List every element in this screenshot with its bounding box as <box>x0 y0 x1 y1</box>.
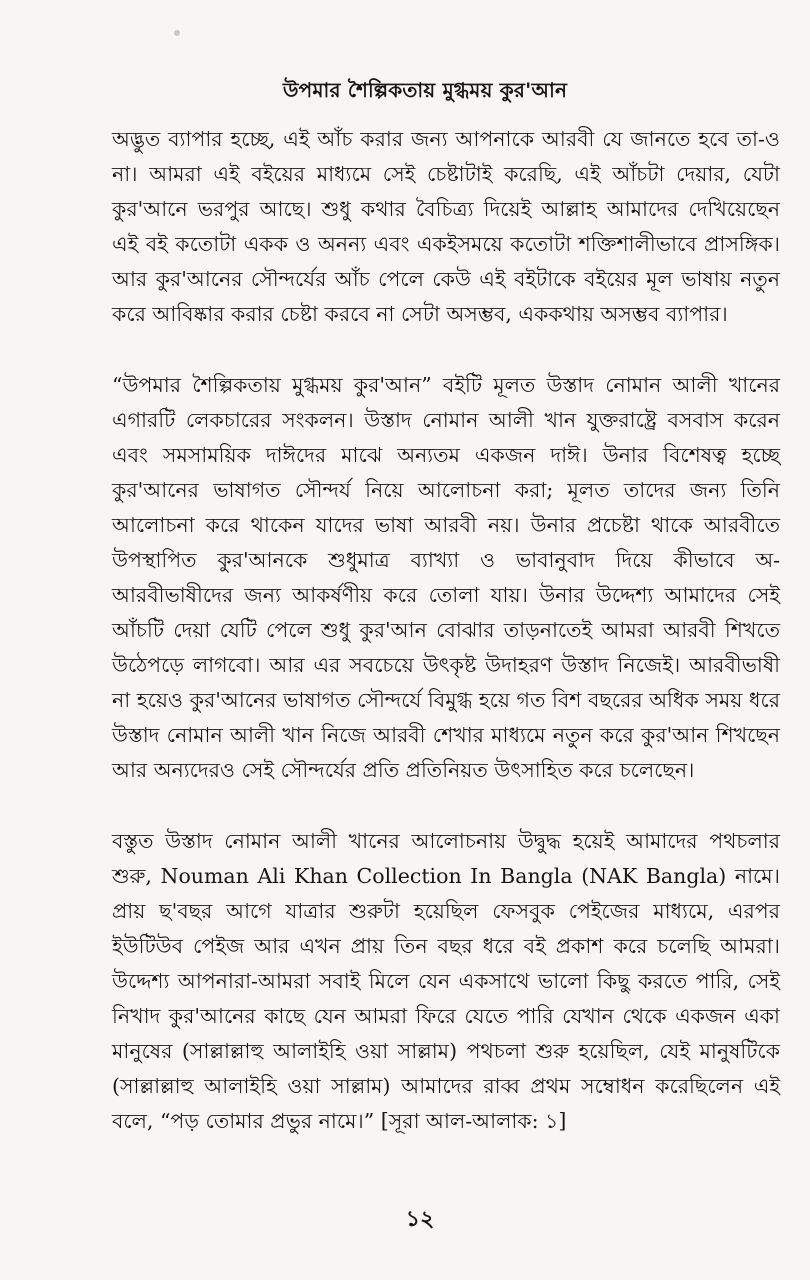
paragraph-2: “উপমার শৈল্পিকতায় মুগ্ধময় কুর'আন” বইটি মূলত উস্তাদ নোমান আলী খানের এগারটি লেকচারের সংকলন। উস্তাদ নোমান আলী খান যুক্তরাষ্ট্রে বসবাস করেন এবং সমসাময়িক দাঈদের মাঝে অন্যতম একজন দাঈ। উনার বিশেষত্ব হচ্ছে কুর'আনের ভাষাগত সৌন্দর্য নিয়ে আলোচনা করা; মূলত তাদের জন্য তিনি আলোচনা করে থাকেন যাদের ভাষা আরবী নয়। উনার প্রচেষ্টা থাকে আরবীতে উপস্থাপিত কুর'আনকে শুধুমাত্র ব্যাখ্যা ও ভাবানুবাদ দিয়ে কীভাবে অ-আরবীভাষীদের জন্য আকর্ষণীয় করে তোলা যায়। উনার উদ্দেশ্য আমাদের সেই আঁচটি দেয়া যেটি পেলে শুধু কুর'আন বোঝার তাড়নাতেই আমরা আরবী শিখতে উঠেপড়ে লাগবো। আর এর সবচেয়ে উৎকৃষ্ট উদাহরণ উস্তাদ নিজেই। আরবীভাষী না হয়েও কুর'আনের ভাষাগত সৌন্দর্যে বিমুগ্ধ হয়ে গত বিশ বছরের অধিক সময় ধরে উস্তাদ নোমান আলী খান নিজে আরবী শেখার মাধ্যমে নতুন করে কুর'আন শিখছেন আর অন্যদেরও সেই সৌন্দর্যের প্রতি প্রতিনিয়ত উৎসাহিত করে চলেছেন। <box>112 373 780 782</box>
page-number: ১২ <box>405 1206 435 1232</box>
paragraph-3: বস্তুত উস্তাদ নোমান আলী খানের আলোচনায় উদ্বুদ্ধ হয়েই আমাদের পথচলার শুরু, Nouman Ali Khan Collection In Bangla (NAK Bangla) নামে। প্রায় ছ'বছর আগে যাত্রার শুরুটা হয়েছিল ফেসবুক পেইজের মাধ্যমে, এরপর ইউটিউব পেইজ আর এখন প্রায় তিন বছর ধরে বই প্রকাশ করে চলেছি আমরা। উদ্দেশ্য আপনারা-আমরা সবাই মিলে যেন একসাথে ভালো কিছু করতে পারি, সেই নিখাদ কুর'আনের কাছে যেন আমরা ফিরে যেতে পারি যেখান থেকে একজন একা মানুষের (সাল্লাল্লাহু আলাইহি ওয়া সাল্লাম) পথচলা শুরু হয়েছিল, যেই মানুষটিকে (সাল্লাল্লাহু আলাইহি ওয়া সাল্লাম) আমাদের রাব্ব প্রথম সম্বোধন করেছিলেন এই বলে, “পড় তোমার প্রভুর নামে।” [সূরা আল-আলাক: ১] <box>112 829 780 1133</box>
paper-speck <box>174 30 180 36</box>
paragraph-1: অদ্ভুত ব্যাপার হচ্ছে, এই আঁচ করার জন্য আপনাকে আরবী যে জানতে হবে তা-ও না। আমরা এই বইয়ের মাধ্যমে সেই চেষ্টাটাই করেছি, এই আঁচটা দেয়ার, যেটা কুর'আনে ভরপুর আছে। শুধু কথার বৈচিত্র্য দিয়েই আল্লাহ আমাদের দেখিয়েছেন এই বই কতোটা একক ও অনন্য এবং একইসময়ে কতোটা শক্তিশালীভাবে প্রাসঙ্গিক। আর কুর'আনের সৌন্দর্যের আঁচ পেলে কেউ এই বইটাকে বইয়ের মূল ভাষায় নতুন করে আবিষ্কার করার চেষ্টা করবে না সেটা অসম্ভব, এককথায় অসম্ভব ব্যাপার। <box>112 127 780 326</box>
running-header: উপমার শৈল্পিকতায় মুগ্ধময় কুর'আন <box>282 78 568 102</box>
body-text <box>112 122 780 1139</box>
